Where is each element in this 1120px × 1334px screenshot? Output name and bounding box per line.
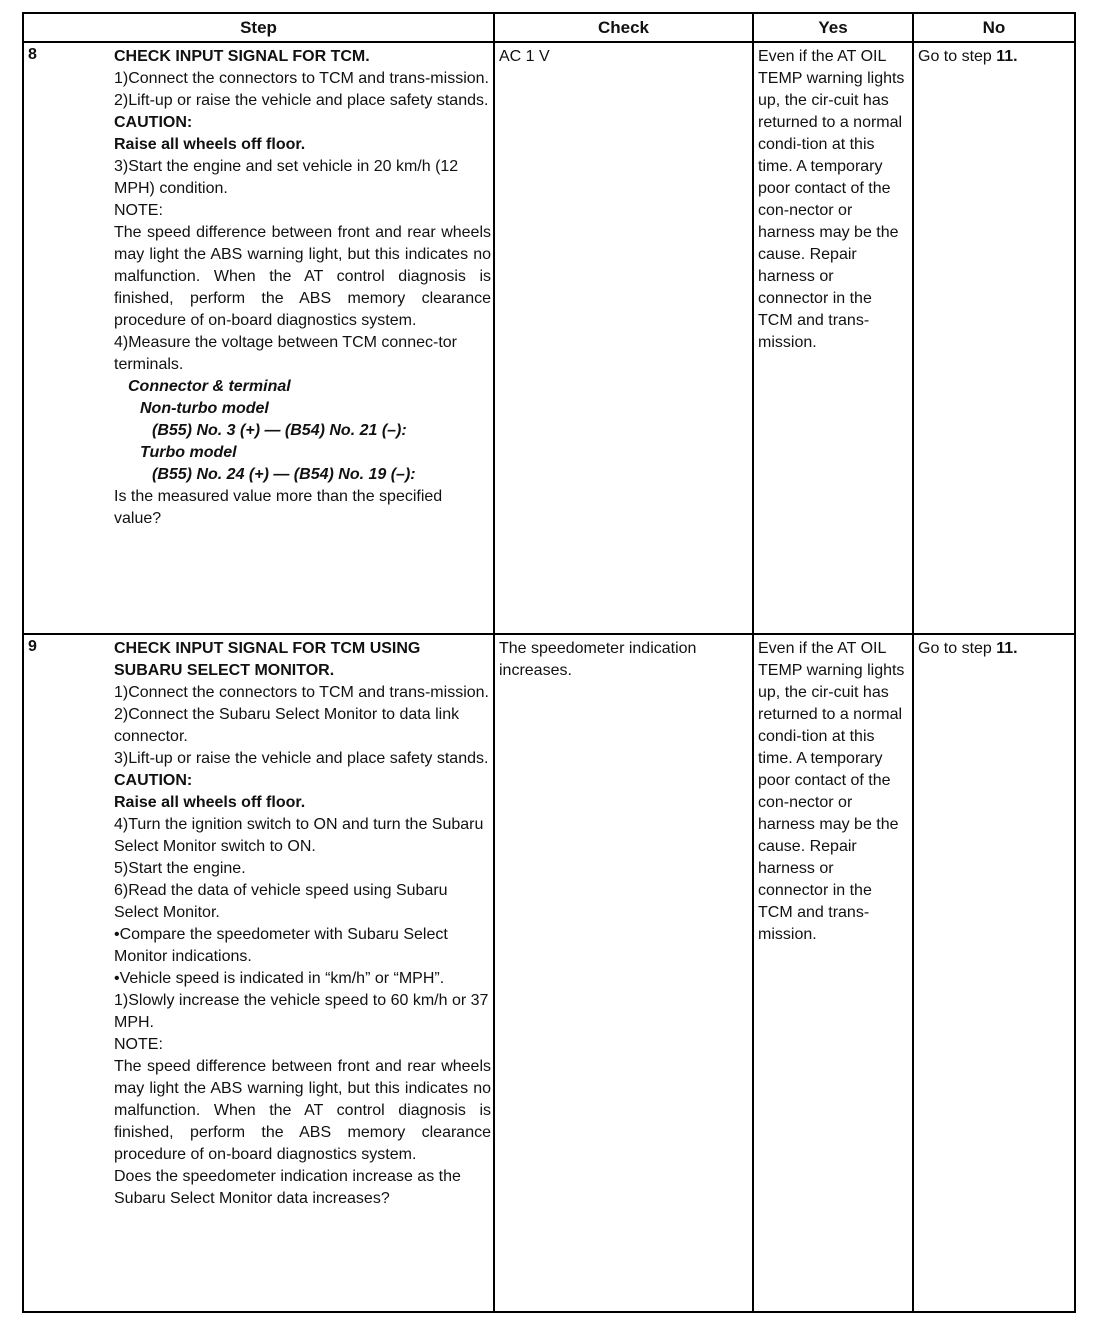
step-instruction: 2)Connect the Subaru Select Monitor to data link connector. <box>114 706 460 745</box>
no-cell-8 <box>913 42 1075 634</box>
table-row-step-9 <box>23 634 1075 1312</box>
step-instruction: 1)Connect the connectors to TCM and trans-mission. <box>114 684 489 701</box>
header-check: Check <box>494 13 753 42</box>
nonturbo-model-label: Non-turbo model <box>140 400 269 417</box>
check-cell-9 <box>494 634 753 1312</box>
caution-text: Raise all wheels off floor. <box>114 794 306 811</box>
step-question: Is the measured value more than the specified value? <box>114 488 443 527</box>
step-question: Does the speedometer indication increase as the Subaru Select Monitor data increases? <box>114 1168 461 1207</box>
no-text <box>914 43 1074 71</box>
step-number: 9 <box>28 638 37 655</box>
step-instruction: 1)Connect the connectors to TCM and trans-mission. <box>114 70 489 87</box>
no-text <box>914 635 1074 663</box>
note-text: The speed difference between front and rear wheels may light the ABS warning light, but this indicates no malfunction. When the AT control diagnosis is finished, perform the ABS memory clearance procedure of on-board diagnostics system. <box>114 1058 491 1163</box>
no-cell-9 <box>913 634 1075 1312</box>
step-instruction: 3)Start the engine and set vehicle in 20 km/h (12 MPH) condition. <box>114 158 459 197</box>
step-title: CHECK INPUT SIGNAL FOR TCM USING SUBARU SELECT MONITOR. <box>114 640 421 679</box>
connector-terminal-label: Connector & terminal <box>128 378 291 395</box>
step-instruction: 4)Turn the ignition switch to ON and turn the Subaru Select Monitor switch to ON. <box>114 816 484 855</box>
yes-text: Even if the AT OIL TEMP warning lights up, the cir-cuit has returned to a normal condi-tion at this time. A temporary poor contact of the con-nector or harness may be the cause. Repair harness or connector in the TCM and trans-mission. <box>758 640 905 943</box>
step-instruction: 1)Slowly increase the vehicle speed to 60 km/h or 37 MPH. <box>114 992 489 1031</box>
step-number: 8 <box>28 46 37 63</box>
yes-text: Even if the AT OIL TEMP warning lights up, the cir-cuit has returned to a normal condi-tion at this time. A temporary poor contact of the con-nector or harness may be the cause. Repair harness or connector in the TCM and trans-mission. <box>758 48 905 351</box>
step-instruction: 5)Start the engine. <box>114 860 246 877</box>
turbo-terminal: (B55) No. 24 (+) — (B54) No. 19 (–): <box>152 466 416 483</box>
caution-label: CAUTION: <box>114 114 193 131</box>
no-prefix: Go to step <box>918 640 997 657</box>
step-instruction: 3)Lift-up or raise the vehicle and place safety stands. <box>114 750 489 767</box>
step-instruction: 2)Lift-up or raise the vehicle and place safety stands. <box>114 92 489 109</box>
diagnosis-table <box>22 12 1076 1313</box>
step-cell-9 <box>23 634 494 1312</box>
no-step-ref: 11. <box>996 48 1018 65</box>
step-instruction: 4)Measure the voltage between TCM connec-tor terminals. <box>114 334 457 373</box>
step-title: CHECK INPUT SIGNAL FOR TCM. <box>114 48 370 65</box>
check-text: AC 1 V <box>499 48 550 65</box>
yes-cell-9 <box>753 634 913 1312</box>
step-bullet: •Compare the speedometer with Subaru Select Monitor indications. <box>114 926 448 965</box>
header-row <box>23 13 1075 42</box>
table-row-step-8 <box>23 42 1075 634</box>
caution-text: Raise all wheels off floor. <box>114 136 306 153</box>
step-instruction: 6)Read the data of vehicle speed using Subaru Select Monitor. <box>114 882 448 921</box>
step-cell-8 <box>23 42 494 634</box>
caution-label: CAUTION: <box>114 772 193 789</box>
header-no: No <box>913 13 1075 42</box>
no-prefix: Go to step <box>918 48 997 65</box>
note-text: The speed difference between front and rear wheels may light the ABS warning light, but this indicates no malfunction. When the AT control diagnosis is finished, perform the ABS memory clearance procedure of on-board diagnostics system. <box>114 224 491 329</box>
check-cell-8 <box>494 42 753 634</box>
note-label: NOTE: <box>114 202 163 219</box>
nonturbo-terminal: (B55) No. 3 (+) — (B54) No. 21 (–): <box>152 422 407 439</box>
note-label: NOTE: <box>114 1036 163 1053</box>
header-step: Step <box>23 13 494 42</box>
yes-cell-8 <box>753 42 913 634</box>
no-step-ref: 11. <box>996 640 1018 657</box>
step-bullet: •Vehicle speed is indicated in “km/h” or “MPH”. <box>114 970 445 987</box>
check-text: The speedometer indication increases. <box>499 640 697 679</box>
turbo-model-label: Turbo model <box>140 444 237 461</box>
header-yes: Yes <box>753 13 913 42</box>
